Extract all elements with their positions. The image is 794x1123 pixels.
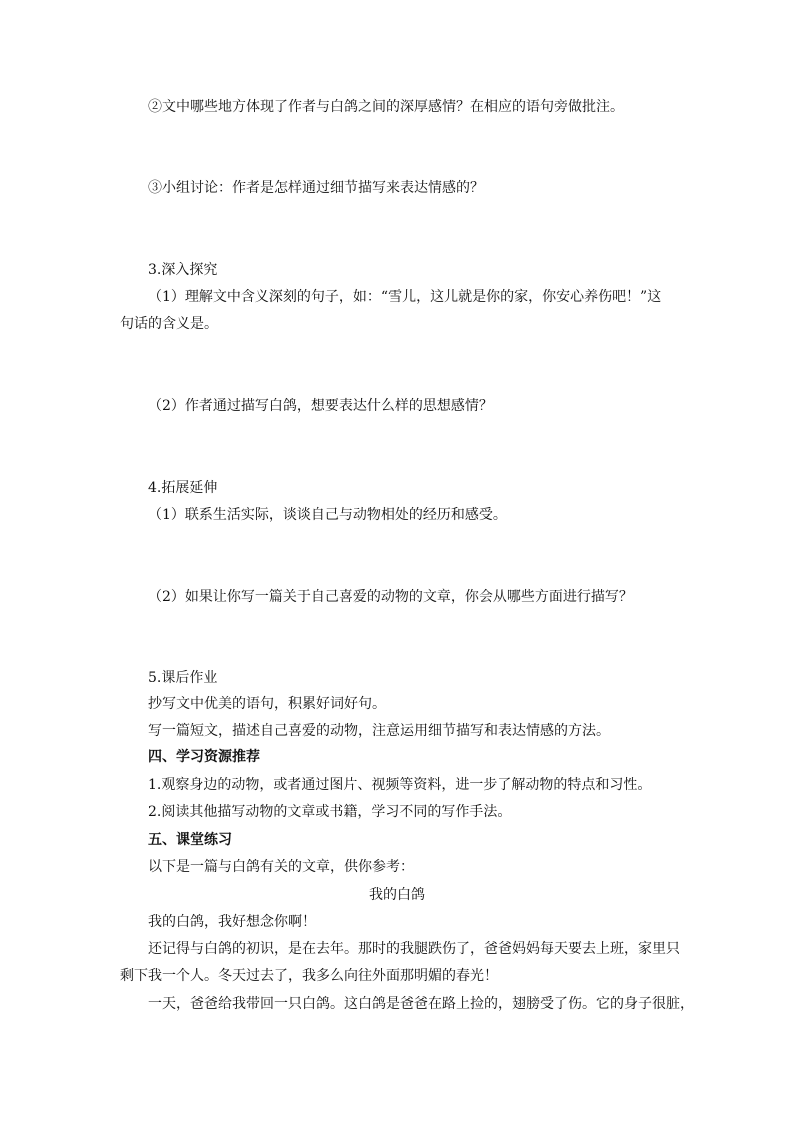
section-3-title: 3.深入探究	[148, 262, 218, 278]
heading-practice: 五、课堂练习	[148, 832, 232, 848]
article-paragraph-2-line-1: 还记得与白鸽的初识，是在去年。那时的我腿跌伤了，爸爸妈妈每天要去上班，家里只	[148, 941, 680, 957]
resource-1: 1.观察身边的动物，或者通过图片、视频等资料，进一步了解动物的特点和习性。	[148, 777, 652, 793]
section-3-item-2: （2）作者通过描写白鸽，想要表达什么样的思想感情？	[148, 398, 493, 414]
article-paragraph-3: 一天，爸爸给我带回一只白鸽。这白鸽是爸爸在路上捡的，翅膀受了伤。它的身子很脏，	[148, 996, 694, 1012]
section-3-item-1-line-2: 句话的含义是。	[120, 316, 218, 332]
article-title: 我的白鸽	[369, 887, 425, 903]
section-5-title: 5.课后作业	[148, 670, 218, 686]
section-4-item-2: （2）如果让你写一篇关于自己喜爱的动物的文章，你会从哪些方面进行描写？	[148, 589, 633, 605]
heading-resources: 四、学习资源推荐	[148, 749, 260, 765]
homework-2: 写一篇短文，描述自己喜爱的动物，注意运用细节描写和表达情感的方法。	[148, 723, 610, 739]
section-4-title: 4.拓展延伸	[148, 480, 218, 496]
article-paragraph-2-line-2: 剩下我一个人。冬天过去了，我多么向往外面那明媚的春光！	[120, 968, 498, 984]
homework-1: 抄写文中优美的语句，积累好词好句。	[148, 696, 386, 712]
resource-2: 2.阅读其他描写动物的文章或书籍，学习不同的写作手法。	[148, 804, 512, 820]
article-paragraph-1: 我的白鸽，我好想念你啊！	[148, 914, 316, 930]
question-2: ②文中哪些地方体现了作者与白鸽之间的深厚感情？在相应的语句旁做批注。	[148, 99, 624, 115]
question-3: ③小组讨论：作者是怎样通过细节描写来表达情感的？	[148, 180, 484, 196]
section-3-item-1-line-1: （1）理解文中含义深刻的句子，如：“雪儿，这儿就是你的家，你安心养伤吧！”这	[148, 289, 662, 305]
practice-intro: 以下是一篇与白鸽有关的文章，供你参考：	[148, 859, 414, 875]
section-4-item-1: （1）联系生活实际，谈谈自己与动物相处的经历和感受。	[148, 507, 507, 523]
